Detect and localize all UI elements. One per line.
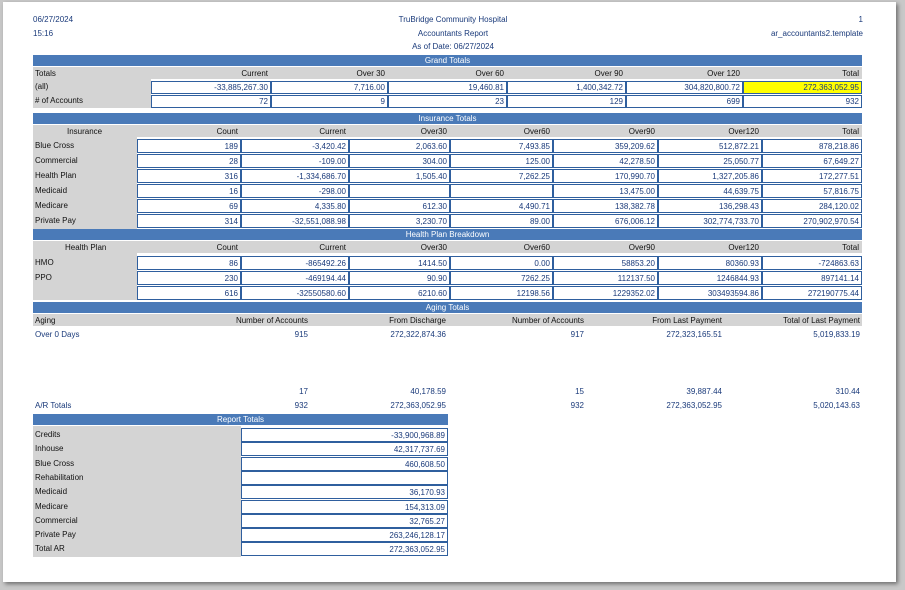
insurance-col-header: Over90 bbox=[628, 127, 655, 136]
report-totals-value: 460,608.50 bbox=[241, 457, 448, 471]
health-plan-col-header: Over30 bbox=[420, 243, 447, 252]
insurance-cell: 359,209.62 bbox=[553, 139, 658, 153]
report-totals-value: -33,900,968.89 bbox=[241, 428, 448, 442]
aging-col-header: Number of Accounts bbox=[511, 316, 584, 325]
insurance-totals-title: Insurance Totals bbox=[33, 113, 862, 124]
report-totals-label-8: Total AR bbox=[35, 544, 65, 554]
report-totals-value: 36,170.93 bbox=[241, 485, 448, 499]
insurance-cell: 138,382.78 bbox=[553, 199, 658, 213]
aging-col-header: Aging bbox=[35, 316, 56, 325]
insurance-col-header: Count bbox=[216, 127, 238, 136]
health-plan-col-header: Over60 bbox=[523, 243, 550, 252]
report-date: 06/27/2024 bbox=[33, 15, 74, 24]
insurance-cell: 67,649.27 bbox=[762, 154, 862, 168]
insurance-cell: -32,551,088.98 bbox=[241, 214, 349, 228]
insurance-col-header: Total bbox=[842, 127, 859, 136]
insurance-cell: 7,493.85 bbox=[450, 139, 553, 153]
ar-totals-value: 272,363,052.95 bbox=[390, 401, 446, 410]
ar-totals-value: 932 bbox=[570, 401, 584, 410]
health-plan-cell: 90.90 bbox=[349, 271, 450, 285]
insurance-cell: 1,505.40 bbox=[349, 169, 450, 183]
aging-sub-value: 310.44 bbox=[835, 387, 860, 396]
aging-value: 917 bbox=[570, 330, 584, 339]
insurance-cell: 878,218.86 bbox=[762, 139, 862, 153]
grand-totals-cell: 9 bbox=[271, 95, 388, 108]
health-plan-row-label: Health Plan bbox=[65, 243, 107, 252]
grand-totals-col-header: Over 120 bbox=[707, 69, 740, 78]
grand-totals-cell: 19,460.81 bbox=[388, 81, 507, 94]
insurance-cell: 2,063.60 bbox=[349, 139, 450, 153]
insurance-cell: 170,990.70 bbox=[553, 169, 658, 183]
aging-col-header: Number of Accounts bbox=[235, 316, 308, 325]
aging-sub-value: 39,887.44 bbox=[686, 387, 722, 396]
health-plan-cell: 80360.93 bbox=[658, 256, 762, 270]
ar-totals-value: 272,363,052.95 bbox=[666, 401, 722, 410]
insurance-cell: 304.00 bbox=[349, 154, 450, 168]
grand-totals-cell: 932 bbox=[743, 95, 862, 108]
insurance-cell: 314 bbox=[137, 214, 241, 228]
health-plan-row-label-1: PPO bbox=[35, 273, 52, 282]
grand-totals-col-header: Over 60 bbox=[475, 69, 504, 78]
health-plan-cell: 58853.20 bbox=[553, 256, 658, 270]
health-plan-cell: 7262.25 bbox=[450, 271, 553, 285]
insurance-cell: 69 bbox=[137, 199, 241, 213]
grand-totals-cell: 129 bbox=[507, 95, 626, 108]
health-plan-cell: -724863.63 bbox=[762, 256, 862, 270]
aging-col-header: Total of Last Payment bbox=[783, 316, 860, 325]
insurance-row-label-3: Medicaid bbox=[35, 186, 68, 195]
aging-col-header: From Discharge bbox=[389, 316, 446, 325]
aging-col-header: From Last Payment bbox=[652, 316, 722, 325]
health-plan-cell: 303493594.86 bbox=[658, 286, 762, 300]
grand-totals-cell: 272,363,052.95 bbox=[743, 81, 862, 94]
grand-totals-col-header: Over 30 bbox=[356, 69, 385, 78]
insurance-cell: -298.00 bbox=[241, 184, 349, 198]
insurance-cell: -1,334,686.70 bbox=[241, 169, 349, 183]
insurance-col-header: Current bbox=[319, 127, 346, 136]
hospital-name: TruBridge Community Hospital bbox=[398, 15, 508, 24]
insurance-cell: -3,420.42 bbox=[241, 139, 349, 153]
insurance-row-label-4: Medicare bbox=[35, 201, 68, 210]
grand-totals-row-label-0: (all) bbox=[35, 82, 49, 91]
health-plan-col-header: Current bbox=[319, 243, 346, 252]
report-page bbox=[3, 2, 896, 582]
insurance-cell: 1,327,205.86 bbox=[658, 169, 762, 183]
health-plan-cell: 12198.56 bbox=[450, 286, 553, 300]
grand-totals-row-label: Totals bbox=[35, 69, 56, 78]
grand-totals-cell: 23 bbox=[388, 95, 507, 108]
aging-value: 272,322,874.36 bbox=[390, 330, 446, 339]
insurance-cell: 89.00 bbox=[450, 214, 553, 228]
grand-totals-cell: -33,885,267.30 bbox=[151, 81, 271, 94]
as-of-date: As of Date: 06/27/2024 bbox=[412, 42, 494, 51]
health-plan-cell: 1414.50 bbox=[349, 256, 450, 270]
report-totals-value: 263,246,128.17 bbox=[241, 528, 448, 542]
insurance-cell: 16 bbox=[137, 184, 241, 198]
health-plan-col-header: Count bbox=[216, 243, 238, 252]
insurance-cell: 612.30 bbox=[349, 199, 450, 213]
ar-totals-label: A/R Totals bbox=[35, 401, 72, 410]
health-plan-cell: 616 bbox=[137, 286, 241, 300]
insurance-col-header: Over60 bbox=[523, 127, 550, 136]
aging-sub-value: 15 bbox=[575, 387, 584, 396]
report-totals-title: Report Totals bbox=[33, 414, 448, 425]
insurance-cell: 512,872.21 bbox=[658, 139, 762, 153]
insurance-row-label-5: Private Pay bbox=[35, 216, 76, 225]
insurance-cell: 172,277.51 bbox=[762, 169, 862, 183]
insurance-cell: 42,278.50 bbox=[553, 154, 658, 168]
report-title: Accountants Report bbox=[417, 29, 489, 38]
aging-sub-value: 40,178.59 bbox=[410, 387, 446, 396]
aging-value: 272,323,165.51 bbox=[666, 330, 722, 339]
grand-totals-col-header: Total bbox=[842, 69, 859, 78]
report-totals-value: 154,313.09 bbox=[241, 500, 448, 514]
grand-totals-col-header: Over 90 bbox=[594, 69, 623, 78]
grand-totals-row-label-1: # of Accounts bbox=[35, 96, 84, 105]
health-plan-cell: 897141.14 bbox=[762, 271, 862, 285]
ar-totals-value: 5,020,143.63 bbox=[813, 401, 860, 410]
aging-row-label: Over 0 Days bbox=[35, 330, 80, 339]
health-plan-cell: 0.00 bbox=[450, 256, 553, 270]
insurance-cell: 270,902,970.54 bbox=[762, 214, 862, 228]
report-totals-label-4: Medicaid bbox=[35, 487, 68, 497]
health-plan-cell: 1246844.93 bbox=[658, 271, 762, 285]
health-plan-cell: 1229352.02 bbox=[553, 286, 658, 300]
insurance-cell: -109.00 bbox=[241, 154, 349, 168]
report-totals-label-3: Rehabilitation bbox=[35, 472, 84, 482]
aging-value: 915 bbox=[294, 330, 308, 339]
aging-value: 5,019,833.19 bbox=[813, 330, 860, 339]
insurance-col-header: Over30 bbox=[420, 127, 447, 136]
insurance-cell: 125.00 bbox=[450, 154, 553, 168]
insurance-cell: 4,490.71 bbox=[450, 199, 553, 213]
insurance-row-label-1: Commercial bbox=[35, 156, 78, 165]
insurance-row-label-0: Blue Cross bbox=[35, 141, 75, 150]
insurance-row-label-2: Health Plan bbox=[35, 171, 77, 180]
report-totals-label-2: Blue Cross bbox=[35, 458, 75, 468]
health-plan-col-header: Over90 bbox=[628, 243, 655, 252]
health-plan-col-header: Total bbox=[842, 243, 859, 252]
grand-totals-title: Grand Totals bbox=[33, 55, 862, 66]
page-number: 1 bbox=[858, 15, 863, 24]
aging-totals-title: Aging Totals bbox=[33, 302, 862, 313]
insurance-cell: 284,120.02 bbox=[762, 199, 862, 213]
report-totals-label-6: Commercial bbox=[35, 515, 78, 525]
report-totals-value: 32,765.27 bbox=[241, 514, 448, 528]
grand-totals-cell: 7,716.00 bbox=[271, 81, 388, 94]
grand-totals-cell: 699 bbox=[626, 95, 743, 108]
report-totals-value: 42,317,737.69 bbox=[241, 442, 448, 456]
report-totals-label-7: Private Pay bbox=[35, 530, 76, 540]
insurance-cell: 57,816.75 bbox=[762, 184, 862, 198]
template-name: ar_accountants2.template bbox=[770, 29, 863, 38]
health-plan-cell: 272190775.44 bbox=[762, 286, 862, 300]
insurance-cell: 25,050.77 bbox=[658, 154, 762, 168]
insurance-cell: 136,298.43 bbox=[658, 199, 762, 213]
ar-totals-value: 932 bbox=[294, 401, 308, 410]
health-plan-row-label-0: HMO bbox=[35, 258, 54, 267]
health-plan-title: Health Plan Breakdown bbox=[33, 229, 862, 240]
insurance-cell: 676,006.12 bbox=[553, 214, 658, 228]
report-totals-label-0: Credits bbox=[35, 430, 61, 439]
insurance-cell: 13,475.00 bbox=[553, 184, 658, 198]
insurance-cell: 28 bbox=[137, 154, 241, 168]
health-plan-cell: 6210.60 bbox=[349, 286, 450, 300]
report-time: 15:16 bbox=[33, 29, 54, 38]
insurance-cell bbox=[349, 184, 450, 198]
insurance-row-label: Insurance bbox=[67, 127, 103, 136]
health-plan-cell: 86 bbox=[137, 256, 241, 270]
insurance-cell: 4,335.80 bbox=[241, 199, 349, 213]
grand-totals-cell: 304,820,800.72 bbox=[626, 81, 743, 94]
grand-totals-cell: 72 bbox=[151, 95, 271, 108]
insurance-cell: 302,774,733.70 bbox=[658, 214, 762, 228]
grand-totals-col-header: Current bbox=[241, 69, 268, 78]
health-plan-cell: -469194.44 bbox=[241, 271, 349, 285]
insurance-cell: 7,262.25 bbox=[450, 169, 553, 183]
report-totals-label-1: Inhouse bbox=[35, 444, 64, 454]
insurance-col-header: Over120 bbox=[728, 127, 759, 136]
report-totals-label-5: Medicare bbox=[35, 501, 68, 511]
insurance-cell: 189 bbox=[137, 139, 241, 153]
insurance-cell: 44,639.75 bbox=[658, 184, 762, 198]
health-plan-cell: 112137.50 bbox=[553, 271, 658, 285]
health-plan-cell: -32550580.60 bbox=[241, 286, 349, 300]
health-plan-col-header: Over120 bbox=[728, 243, 759, 252]
report-totals-value: 272,363,052.95 bbox=[241, 542, 448, 556]
aging-sub-value: 17 bbox=[299, 387, 308, 396]
insurance-cell: 316 bbox=[137, 169, 241, 183]
health-plan-cell: 230 bbox=[137, 271, 241, 285]
insurance-cell: 3,230.70 bbox=[349, 214, 450, 228]
report-totals-value bbox=[241, 471, 448, 485]
grand-totals-cell: 1,400,342.72 bbox=[507, 81, 626, 94]
insurance-cell bbox=[450, 184, 553, 198]
health-plan-cell: -865492.26 bbox=[241, 256, 349, 270]
